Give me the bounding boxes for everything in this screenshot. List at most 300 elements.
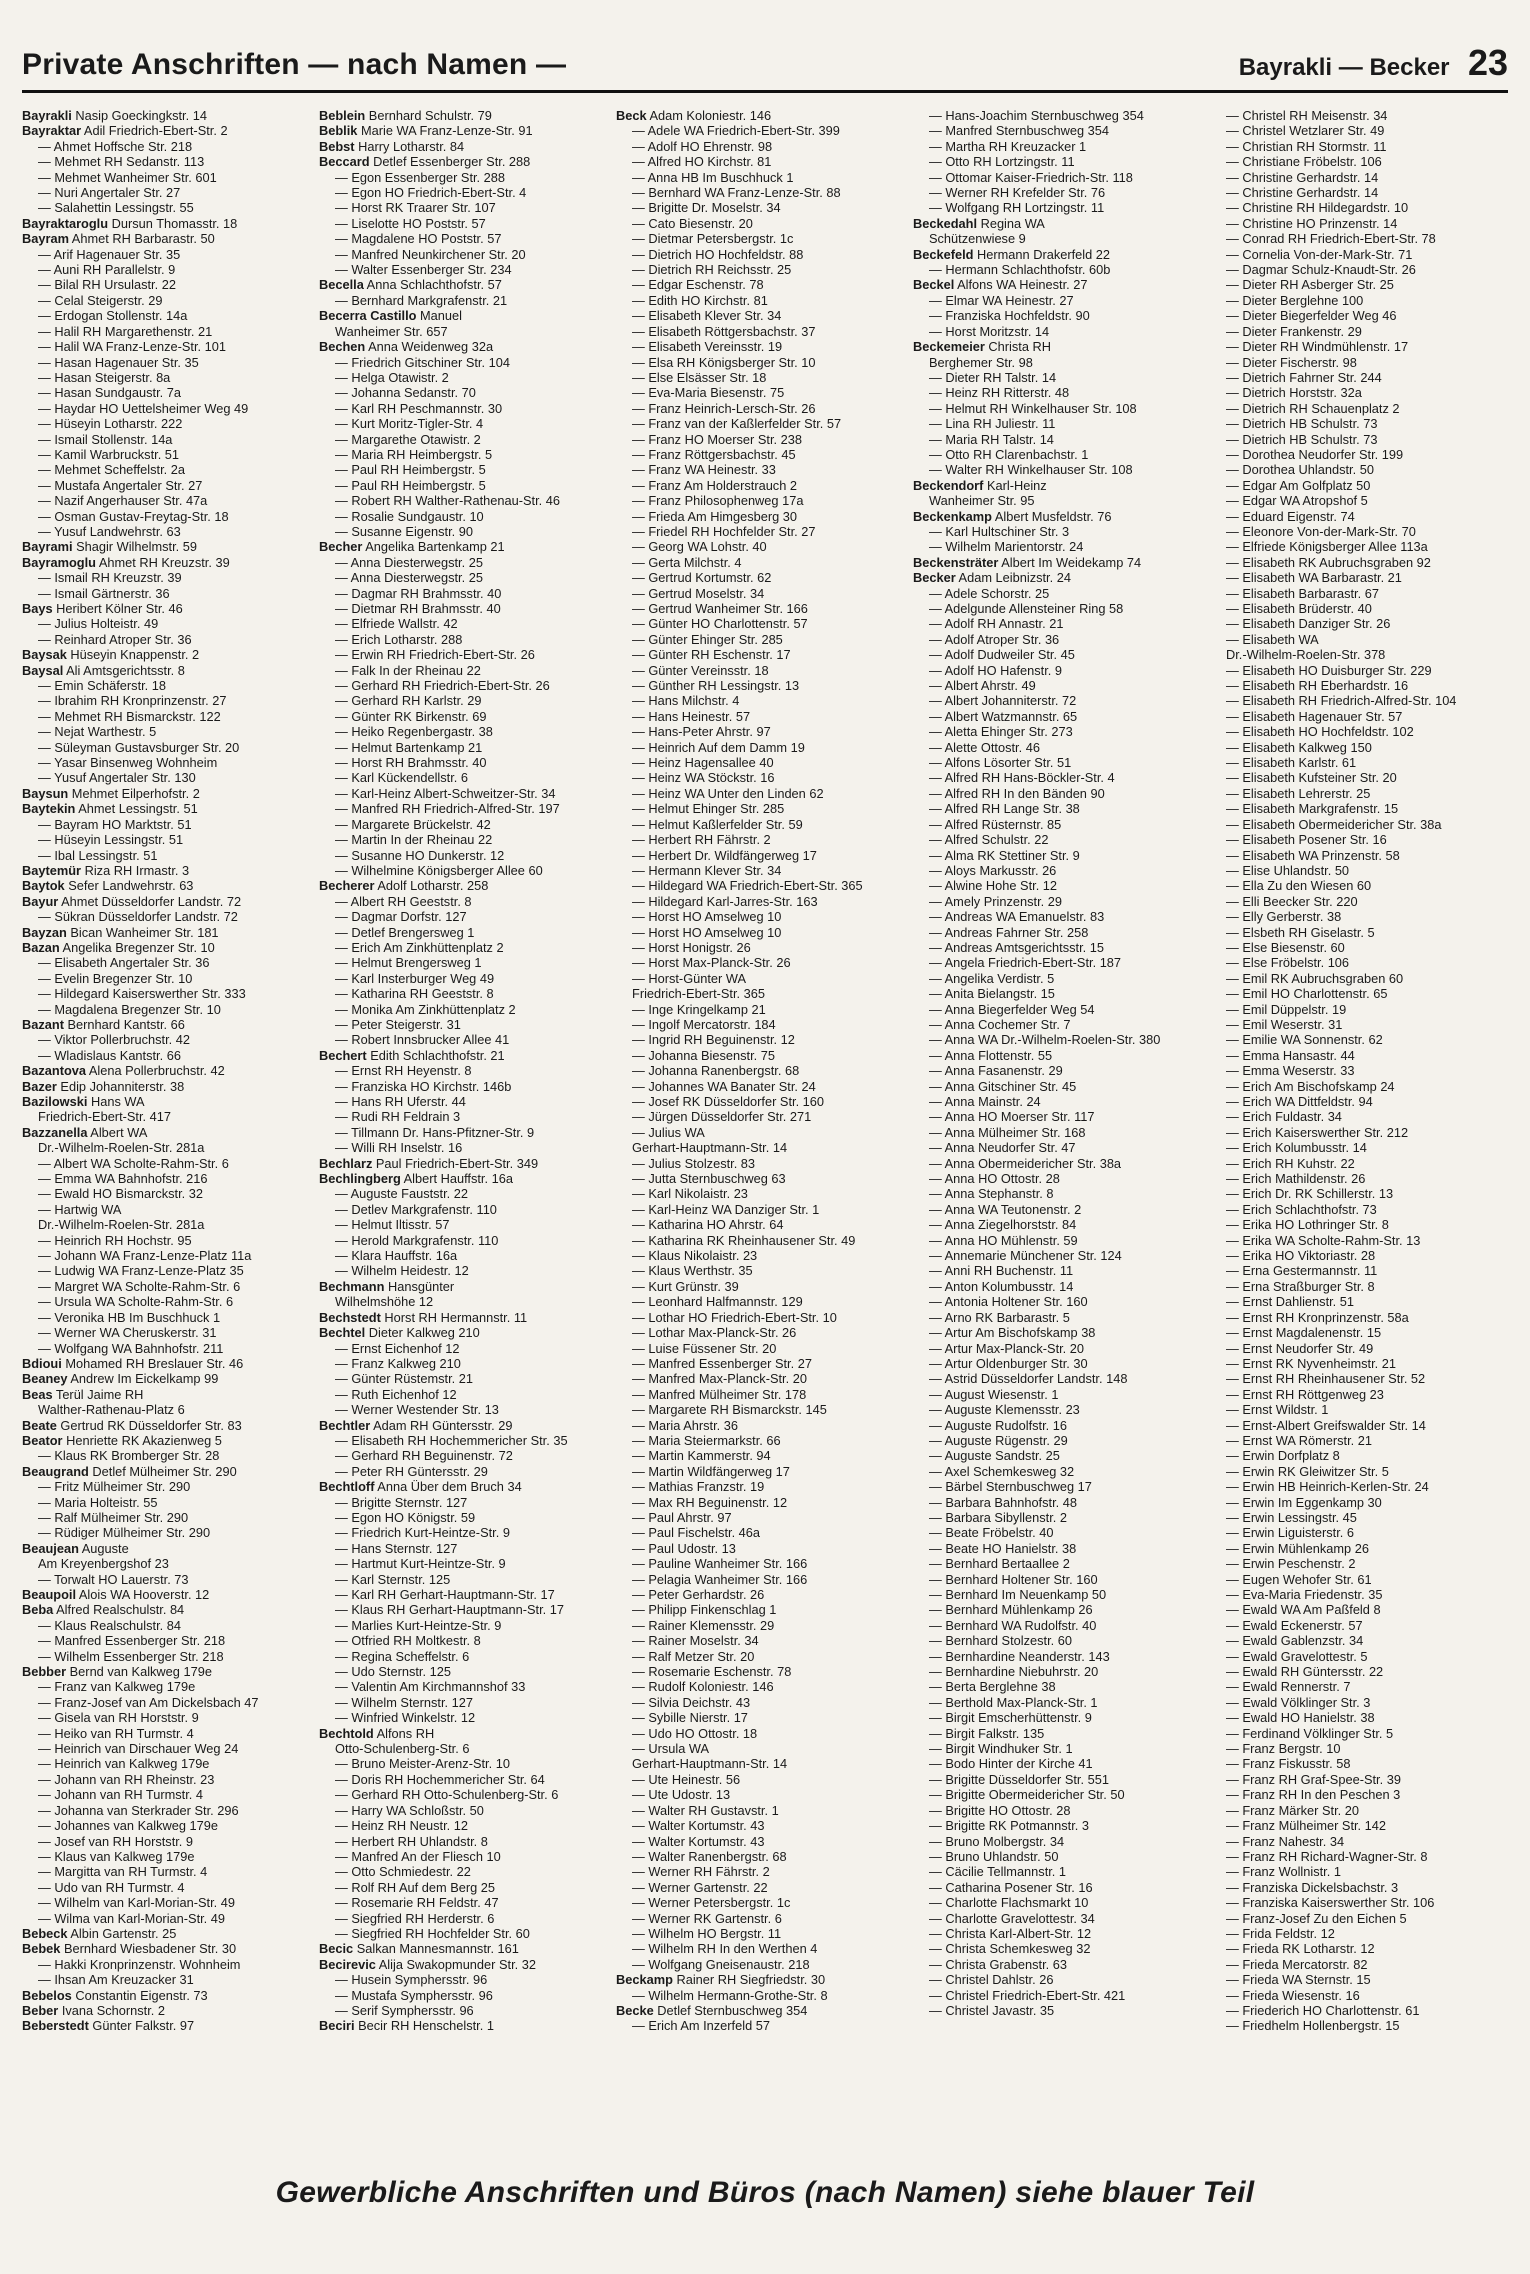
directory-entry: — Alfons Lösorter Str. 51	[929, 755, 1072, 771]
directory-entry: — Ruth Eichenhof 12	[335, 1386, 457, 1402]
directory-entry: — Erna Gestermannstr. 11	[1226, 1263, 1378, 1279]
directory-entry: — Else Biesenstr. 60	[1226, 939, 1345, 955]
directory-entry: — Bernhard WA Franz-Lenze-Str. 88	[632, 185, 841, 201]
directory-column-5	[1210, 108, 1507, 2143]
directory-entry: — Nejat Warthestr. 5	[38, 724, 157, 740]
surname: Bdioui	[22, 1355, 62, 1371]
directory-entry: — Lothar Max-Planck-Str. 26	[632, 1325, 797, 1341]
directory-entry: — Egon Essenberger Str. 288	[335, 169, 506, 185]
directory-entry: — Friedhelm Hollenbergstr. 15	[1226, 2018, 1400, 2034]
directory-entry: — Udo Sternstr. 125	[335, 1664, 451, 1680]
directory-entry: — Wolfgang Gneisenaustr. 218	[632, 1956, 810, 1972]
directory-entry: Beck Adam Koloniestr. 146	[616, 108, 772, 123]
directory-entry: — Gerhard RH Beguinenstr. 72	[335, 1448, 513, 1464]
directory-entry: — Elisabeth Kufsteiner Str. 20	[1226, 770, 1397, 786]
directory-entry: — Emma Hansastr. 44	[1226, 1047, 1355, 1063]
directory-entry: — Katharina HO Ahrstr. 64	[632, 1217, 784, 1233]
directory-entry: — Heinz RH Ritterstr. 48	[929, 385, 1070, 401]
directory-entry: — Brigitte RK Potmannstr. 3	[929, 1818, 1090, 1834]
directory-entry: — Franz Kalkweg 210	[335, 1355, 461, 1371]
directory-entry: — Franziska HO Kirchstr. 146b	[335, 1078, 512, 1094]
directory-entry: — Hans-Peter Ahrstr. 97	[632, 724, 771, 740]
directory-entry: Bechtler Adam RH Güntersstr. 29	[319, 1417, 513, 1433]
directory-entry: — Angelika Verdistr. 5	[929, 970, 1055, 986]
directory-entry: — Margarete RH Bismarckstr. 145	[632, 1402, 827, 1418]
surname: Bechtel	[319, 1325, 366, 1341]
directory-entry: — Auguste Sandstr. 25	[929, 1448, 1060, 1464]
directory-entry: — Frieda Mercatorstr. 82	[1226, 1956, 1368, 1972]
directory-entry: — Franz Mülheimer Str. 142	[1226, 1818, 1387, 1834]
directory-entry: — Maria RH Talstr. 14	[929, 431, 1054, 447]
directory-entry: — Walter Kortumstr. 43	[632, 1833, 765, 1849]
directory-entry: — Wilhelm Heidestr. 12	[335, 1263, 469, 1279]
directory-entry: Beaujean Auguste	[22, 1540, 129, 1556]
directory-entry: — Christel Friedrich-Ebert-Str. 421	[929, 1987, 1126, 2003]
directory-entry: Wanheimer Str. 95	[929, 493, 1035, 509]
directory-entry: — Hasan Hagenauer Str. 35	[38, 354, 199, 370]
directory-entry: — Kurt Moritz-Tigler-Str. 4	[335, 416, 484, 432]
directory-entry: — Ute Udostr. 13	[632, 1787, 731, 1803]
directory-entry: Bazan Angelika Bregenzer Str. 10	[22, 939, 215, 955]
directory-entry: — Anni RH Buchenstr. 11	[929, 1263, 1074, 1279]
directory-entry: — Johann van RH Rheinstr. 23	[38, 1771, 215, 1787]
directory-entry: — Elisabeth WA Barbarastr. 21	[1226, 570, 1402, 586]
directory-entry: — Franz-Josef Zu den Eichen 5	[1226, 1910, 1407, 1926]
directory-entry: — Luise Füssener Str. 20	[632, 1340, 777, 1356]
directory-entry: Becke Detlef Sternbuschweg 354	[616, 2002, 808, 2018]
directory-entry: — Karl RH Gerhart-Hauptmann-Str. 17	[335, 1587, 555, 1602]
directory-entry: — Wilhelmine Königsberger Allee 60	[335, 862, 543, 878]
directory-entry: — Hüseyin Lotharstr. 222	[38, 416, 183, 432]
directory-entry: — Else Elsässer Str. 18	[632, 369, 767, 385]
directory-entry: Beator Henriette RK Akazienweg 5	[22, 1432, 222, 1448]
directory-entry: — Yasar Binsenweg Wohnheim	[38, 755, 218, 771]
directory-entry: — Frieda Wiesenstr. 16	[1226, 1987, 1360, 2003]
directory-entry: — Astrid Düsseldorfer Landstr. 148	[929, 1371, 1128, 1387]
directory-entry: Friedrich-Ebert-Str. 365	[632, 986, 765, 1002]
directory-entry: — Hartmut Kurt-Heintze-Str. 9	[335, 1556, 506, 1572]
directory-entry: — Frieda WA Sternstr. 15	[1226, 1972, 1371, 1988]
directory-entry: — Ihsan Am Kreuzacker 31	[38, 1972, 194, 1988]
directory-entry: — Anna Fasanenstr. 29	[929, 1063, 1063, 1079]
directory-entry: — Dietrich HB Schulstr. 73	[1226, 431, 1378, 447]
directory-entry: Baytok Sefer Landwehrstr. 63	[22, 878, 194, 894]
directory-entry: — Anna WA Dr.-Wilhelm-Roelen-Str. 380	[929, 1032, 1161, 1048]
directory-entry: — Dagmar Dorfstr. 127	[335, 909, 467, 925]
directory-entry: — Elisabeth HO Hochfeldstr. 102	[1226, 724, 1414, 740]
directory-entry: — Hans Sternstr. 127	[335, 1540, 458, 1556]
directory-entry: — Ibrahim RH Kronprinzenstr. 27	[38, 693, 227, 709]
directory-entry: — Günter Vereinsstr. 18	[632, 662, 769, 678]
directory-entry: — Johanna van Sterkrader Str. 296	[38, 1802, 239, 1818]
directory-entry: — Horst HO Amselweg 10	[632, 924, 782, 940]
directory-entry: Becerra Castillo Manuel	[319, 308, 462, 324]
directory-entry: — Conrad RH Friedrich-Ebert-Str. 78	[1226, 231, 1436, 247]
directory-entry: — Horst Honigstr. 26	[632, 939, 751, 955]
surname: Becirevic	[319, 1956, 376, 1972]
directory-entry: — Elisabeth Brüderstr. 40	[1226, 601, 1372, 616]
directory-entry: — Peter RH Güntersstr. 29	[335, 1463, 488, 1479]
directory-entry: Bechert Edith Schlachthofstr. 21	[319, 1047, 505, 1063]
directory-entry: — Friederich HO Charlottenstr. 61	[1226, 2002, 1420, 2018]
directory-entry: — Hildegard WA Friedrich-Ebert-Str. 365	[632, 878, 863, 894]
surname: Beckenkamp	[913, 508, 992, 524]
surname: Bechtloff	[319, 1479, 375, 1495]
directory-entry: — Rainer Moselstr. 34	[632, 1633, 759, 1649]
directory-entry: — Adolf HO Hafenstr. 9	[929, 662, 1063, 678]
directory-entry: — Rudolf Koloniestr. 146	[632, 1679, 774, 1695]
directory-entry: — Franz WA Heinestr. 33	[632, 462, 776, 478]
directory-entry: Schützenwiese 9	[929, 231, 1026, 247]
directory-entry: — Bernhard Mühlenkamp 26	[929, 1602, 1093, 1618]
directory-entry: — Rosalie Sundgaustr. 10	[335, 508, 484, 524]
directory-entry: — Ella Zu den Wiesen 60	[1226, 878, 1372, 894]
directory-entry: — Annemarie Münchener Str. 124	[929, 1248, 1122, 1264]
directory-entry: — Katharina RK Rheinhausener Str. 49	[632, 1232, 856, 1248]
surname: Beate	[22, 1417, 57, 1433]
directory-entry: — Julius Stolzestr. 83	[632, 1155, 756, 1171]
directory-entry: — Hermann Schlachthofstr. 60b	[929, 262, 1111, 278]
directory-entry: — Emil RK Aubruchsgraben 60	[1226, 970, 1404, 986]
directory-entry: — Erich WA Dittfeldstr. 94	[1226, 1094, 1373, 1109]
directory-entry: — Walter Ranenbergstr. 68	[632, 1848, 787, 1864]
directory-entry: — Karl Hultschiner Str. 3	[929, 523, 1070, 539]
directory-entry: — Helga Otawistr. 2	[335, 369, 449, 385]
directory-entry: — Adelgunde Allensteiner Ring 58	[929, 601, 1124, 616]
directory-entry: Wilhelmshöhe 12	[335, 1294, 434, 1310]
directory-entry: — Helmut Ehinger Str. 285	[632, 801, 785, 817]
listing-columns	[22, 108, 1508, 2143]
directory-entry: — Anna Flottenstr. 55	[929, 1047, 1053, 1063]
directory-entry: — Charlotte Flachsmarkt 10	[929, 1895, 1089, 1911]
directory-entry: — Ewald HO Hanielstr. 38	[1226, 1710, 1375, 1726]
directory-entry: — Silvia Deichstr. 43	[632, 1694, 751, 1710]
directory-entry: Beckefeld Hermann Drakerfeld 22	[913, 246, 1111, 262]
surname: Bechtold	[319, 1725, 374, 1741]
directory-entry: — Anna HO Mühlenstr. 59	[929, 1232, 1078, 1248]
directory-entry: — Herold Markgrafenstr. 110	[335, 1232, 499, 1248]
directory-entry: — Erich Schlachthofstr. 73	[1226, 1201, 1377, 1217]
directory-entry: — Gerhard RH Friedrich-Ebert-Str. 26	[335, 678, 550, 694]
directory-entry: — Egon HO Friedrich-Ebert-Str. 4	[335, 185, 527, 201]
surname: Baysak	[22, 647, 67, 663]
directory-entry: — Horst Moritzstr. 14	[929, 323, 1050, 339]
surname: Bechmann	[319, 1278, 385, 1294]
directory-entry: — Brigitte Düsseldorfer Str. 551	[929, 1771, 1109, 1787]
directory-entry: — Husein Symphersstr. 96	[335, 1972, 488, 1988]
surname: Beator	[22, 1432, 63, 1448]
directory-entry: — Heiko Regenbergastr. 38	[335, 724, 493, 740]
directory-entry: — Gertrud Wanheimer Str. 166	[632, 601, 808, 616]
directory-entry: — Ewald HO Bismarckstr. 32	[38, 1186, 203, 1202]
directory-entry: — Günter HO Charlottenstr. 57	[632, 616, 808, 632]
directory-entry: Bebst Harry Lotharstr. 84	[319, 138, 465, 154]
directory-entry: — Maria RH Heimbergstr. 5	[335, 446, 493, 462]
directory-entry: — Elisabeth HO Duisburger Str. 229	[1226, 662, 1432, 678]
directory-entry: — Bernhard Bertaallee 2	[929, 1556, 1070, 1572]
directory-entry: — Erich Am Inzerfeld 57	[632, 2018, 770, 2034]
directory-entry: — Erich Mathildenstr. 26	[1226, 1171, 1366, 1187]
directory-entry: Bayrakli Nasip Goeckingkstr. 14	[22, 108, 207, 123]
directory-entry: — Gerhard RH Karlstr. 29	[335, 693, 482, 709]
directory-entry: — Bruno Molbergstr. 34	[929, 1833, 1065, 1849]
directory-entry: — Werner Petersbergstr. 1c	[632, 1895, 791, 1911]
directory-entry: — Nazif Angerhauser Str. 47a	[38, 493, 208, 509]
directory-entry: — Birgit Emscherhüttenstr. 9	[929, 1710, 1092, 1726]
directory-entry: Beber Ivana Schornstr. 2	[22, 2002, 165, 2018]
directory-entry: — Wilhelm Sternstr. 127	[335, 1694, 473, 1710]
directory-entry: Bechtold Alfons RH	[319, 1725, 435, 1741]
directory-entry: — Sükran Düsseldorfer Landstr. 72	[38, 909, 238, 925]
directory-entry: — Halil RH Margarethenstr. 21	[38, 323, 213, 339]
directory-entry: — Bodo Hinter der Kirche 41	[929, 1756, 1093, 1772]
directory-entry: — Franz Heinrich-Lersch-Str. 26	[632, 400, 816, 416]
directory-entry: — Cornelia Von-der-Mark-Str. 71	[1226, 246, 1413, 262]
directory-entry: — Franziska Kaiserswerther Str. 106	[1226, 1895, 1435, 1911]
directory-entry: — Anna Biegerfelder Weg 54	[929, 1001, 1095, 1017]
surname: Bechlingberg	[319, 1171, 401, 1187]
directory-entry: — Werner Gartenstr. 22	[632, 1879, 768, 1895]
directory-entry: — Horst RH Brahmsstr. 40	[335, 755, 487, 771]
directory-entry: — Franziska Hochfeldstr. 90	[929, 308, 1090, 324]
directory-entry: — Anna Gitschiner Str. 45	[929, 1078, 1077, 1094]
name-range: Bayrakli — Becker	[1238, 54, 1450, 81]
surname: Becella	[319, 277, 364, 293]
directory-entry: — Hildegard Kaiserswerther Str. 333	[38, 986, 246, 1002]
directory-column-3	[616, 108, 913, 2143]
directory-entry: — Edgar Am Golfplatz 50	[1226, 477, 1371, 493]
surname: Bebek	[22, 1941, 61, 1957]
directory-entry: — Elisabeth Danziger Str. 26	[1226, 616, 1391, 632]
directory-entry: — Siegfried RH Herderstr. 6	[335, 1910, 495, 1926]
directory-entry: — Anna HB Im Buschhuck 1	[632, 169, 794, 185]
directory-entry: Beckensträter Albert Im Weidekamp 74	[913, 554, 1142, 570]
directory-entry: — Wilhelm Essenberger Str. 218	[38, 1648, 224, 1664]
directory-entry: Beckendorf Karl-Heinz	[913, 477, 1047, 493]
directory-entry: — Dieter Frankenstr. 29	[1226, 323, 1362, 339]
directory-entry: — Klaus Nikolaistr. 23	[632, 1248, 758, 1264]
directory-entry: — Johanna Biesenstr. 75	[632, 1047, 775, 1063]
directory-entry: — Franziska Dickelsbachstr. 3	[1226, 1879, 1399, 1895]
directory-entry: — Beate Fröbelstr. 40	[929, 1525, 1054, 1541]
directory-entry: — Anna Stephanstr. 8	[929, 1186, 1054, 1202]
directory-entry: — Adolf RH Annastr. 21	[929, 616, 1064, 632]
directory-entry: — Andreas Amtsgerichtsstr. 15	[929, 939, 1104, 955]
directory-entry: — Dieter RH Windmühlenstr. 17	[1226, 339, 1409, 355]
directory-entry: — Elfriede Wallstr. 42	[335, 616, 458, 632]
directory-entry: — Franz Am Holderstrauch 2	[632, 477, 797, 493]
directory-entry: — Erwin Im Eggenkamp 30	[1226, 1494, 1382, 1510]
directory-entry: — Anna Diesterwegstr. 25	[335, 570, 483, 586]
directory-entry: — Ernst Eichenhof 12	[335, 1340, 460, 1356]
directory-entry: Baysak Hüseyin Knappenstr. 2	[22, 647, 200, 663]
directory-entry: — Ursula WA	[632, 1741, 710, 1757]
directory-entry: Beckamp Rainer RH Siegfriedstr. 30	[616, 1972, 826, 1988]
directory-entry: — Elisabeth Karlstr. 61	[1226, 755, 1357, 771]
surname: Beaney	[22, 1371, 68, 1387]
directory-entry: — Angela Friedrich-Ebert-Str. 187	[929, 955, 1122, 971]
directory-entry: — Erich Kaiserswerther Str. 212	[1226, 1124, 1409, 1140]
directory-entry: — Mehmet RH Bismarckstr. 122	[38, 708, 221, 724]
directory-entry: — Emil HO Charlottenstr. 65	[1226, 986, 1388, 1002]
directory-entry: — Werner RH Fährstr. 2	[632, 1864, 770, 1880]
page-range-block	[1239, 42, 1508, 84]
directory-entry: Bechtloff Anna Über dem Bruch 34	[319, 1479, 522, 1495]
directory-entry: — Helmut Brengersweg 1	[335, 955, 482, 971]
directory-entry: — Ewald Völklinger Str. 3	[1226, 1694, 1371, 1710]
directory-entry: — Franz van der Kaßlerfelder Str. 57	[632, 416, 842, 432]
directory-entry: — Gerta Milchstr. 4	[632, 554, 742, 570]
directory-entry: — Ute Heinestr. 56	[632, 1771, 741, 1787]
surname: Bebst	[319, 138, 355, 154]
directory-entry: — Hasan Sundgaustr. 7a	[38, 385, 181, 401]
directory-entry: Dr.-Wilhelm-Roelen-Str. 378	[1226, 647, 1386, 663]
directory-entry: — Wilhelm Hermann-Grothe-Str. 8	[632, 1987, 828, 2003]
directory-entry: — Udo van RH Turmstr. 4	[38, 1879, 185, 1895]
directory-entry: — Franz-Josef van Am Dickelsbach 47	[38, 1694, 259, 1710]
directory-entry: — Wilma van Karl-Morian-Str. 49	[38, 1910, 226, 1926]
directory-entry: — Harry WA Schloßstr. 50	[335, 1802, 484, 1818]
directory-entry: — Elisabeth WA Prinzenstr. 58	[1226, 847, 1400, 863]
directory-entry: Friedrich-Ebert-Str. 417	[38, 1109, 171, 1125]
directory-entry: — Bernhard WA Rudolfstr. 40	[929, 1617, 1097, 1633]
directory-entry: — Dieter RH Asberger Str. 25	[1226, 277, 1394, 293]
directory-entry: — Erwin Mühlenkamp 26	[1226, 1540, 1369, 1556]
directory-entry: — Auguste Klemensstr. 23	[929, 1402, 1080, 1418]
directory-entry: — Lina RH Juliestr. 11	[929, 416, 1056, 432]
directory-entry: — Emin Schäferstr. 18	[38, 678, 167, 694]
directory-entry: — Christa Grabenstr. 63	[929, 1956, 1067, 1972]
directory-entry: — Alwine Hohe Str. 12	[929, 878, 1058, 894]
directory-entry: — Karl Sternstr. 125	[335, 1571, 451, 1587]
surname: Baytekin	[22, 801, 76, 817]
directory-entry: — Margarete Brückelstr. 42	[335, 816, 491, 832]
directory-entry: — Peter Steigerstr. 31	[335, 1016, 461, 1032]
directory-entry: — Aloys Markusstr. 26	[929, 862, 1057, 878]
directory-entry: — Jutta Sternbuschweg 63	[632, 1171, 786, 1187]
directory-entry: — Dietrich HO Hochfeldstr. 88	[632, 246, 804, 262]
surname: Beaupoil	[22, 1587, 77, 1602]
surname: Bays	[22, 601, 53, 616]
directory-entry: — Manfred Mülheimer Str. 178	[632, 1386, 807, 1402]
directory-entry: — Johannes WA Banater Str. 24	[632, 1078, 816, 1094]
directory-entry: — Gerhard RH Otto-Schulenberg-Str. 6	[335, 1787, 559, 1803]
surname: Beckemeier	[913, 339, 985, 355]
directory-entry: — Heinrich van Dirschauer Weg 24	[38, 1741, 239, 1757]
directory-entry: Dr.-Wilhelm-Roelen-Str. 281a	[38, 1140, 205, 1156]
surname: Beas	[22, 1386, 53, 1402]
directory-entry: Baysal Ali Amtsgerichtsstr. 8	[22, 662, 185, 678]
directory-entry: Beckemeier Christa RH	[913, 339, 1051, 355]
directory-entry: — Dorothea Uhlandstr. 50	[1226, 462, 1374, 478]
directory-entry: — Regina Scheffelstr. 6	[335, 1648, 470, 1664]
directory-entry: — Elisabeth Angertaler Str. 36	[38, 955, 210, 971]
directory-entry: — Franz Nahestr. 34	[1226, 1833, 1345, 1849]
directory-entry: — Wolfgang WA Bahnhofstr. 211	[38, 1340, 224, 1356]
directory-entry: — Mustafa Angertaler Str. 27	[38, 477, 203, 493]
directory-entry: — Horst RK Traarer Str. 107	[335, 200, 496, 216]
directory-entry: Bayram Ahmet RH Barbarastr. 50	[22, 231, 215, 247]
directory-entry: — Wilhelm RH In den Werthen 4	[632, 1941, 818, 1957]
directory-entry: — Auguste Rudolfstr. 16	[929, 1417, 1068, 1433]
directory-entry: — Dorothea Neudorfer Str. 199	[1226, 446, 1404, 462]
directory-entry: — Alfred RH Lange Str. 38	[929, 801, 1080, 817]
directory-entry: — Elli Beecker Str. 220	[1226, 893, 1358, 909]
directory-entry: — Heinz RH Neustr. 12	[335, 1818, 468, 1834]
directory-entry: — Günter RK Birkenstr. 69	[335, 708, 487, 724]
directory-entry: — Elisabeth Kalkweg 150	[1226, 739, 1372, 755]
directory-entry: — Albert WA Scholte-Rahm-Str. 6	[38, 1155, 229, 1171]
surname: Bechert	[319, 1047, 367, 1063]
directory-entry: — Mathias Franzstr. 19	[632, 1479, 765, 1495]
directory-entry: — Klara Hauffstr. 16a	[335, 1248, 458, 1264]
directory-entry: — Franz Wollnistr. 1	[1226, 1864, 1341, 1880]
directory-entry: Baytekin Ahmet Lessingstr. 51	[22, 801, 198, 817]
directory-entry: — Eva-Maria Biesenstr. 75	[632, 385, 785, 401]
directory-entry: — Erdogan Stollenstr. 14a	[38, 308, 188, 324]
directory-entry: — Heiko van RH Turmstr. 4	[38, 1725, 194, 1741]
directory-entry: — Detlef Brengersweg 1	[335, 924, 475, 940]
directory-entry: — Erich Fuldastr. 34	[1226, 1109, 1342, 1125]
directory-entry: — Elisabeth RK Aubruchsgraben 92	[1226, 554, 1431, 570]
directory-entry: — Dieter RH Talstr. 14	[929, 369, 1057, 385]
directory-entry: — Cäcilie Tellmannstr. 1	[929, 1864, 1067, 1880]
directory-entry: — Eduard Eigenstr. 74	[1226, 508, 1355, 524]
directory-entry: — Max RH Beguinenstr. 12	[632, 1494, 788, 1510]
directory-entry: Walther-Rathenau-Platz 6	[38, 1402, 185, 1418]
directory-entry: — Dietmar Petersbergstr. 1c	[632, 231, 794, 247]
directory-entry: — Birgit Windhuker Str. 1	[929, 1741, 1073, 1757]
directory-entry: — Wilhelm HO Bergstr. 11	[632, 1925, 782, 1941]
directory-entry: Bdioui Mohamed RH Breslauer Str. 46	[22, 1355, 244, 1371]
surname: Beckel	[913, 277, 955, 293]
directory-entry: Bechlarz Paul Friedrich-Ebert-Str. 349	[319, 1155, 539, 1171]
directory-entry: — Ernst-Albert Greifswalder Str. 14	[1226, 1417, 1426, 1433]
directory-entry: — Adele WA Friedrich-Ebert-Str. 399	[632, 123, 840, 139]
directory-entry: — Johannes van Kalkweg 179e	[38, 1818, 218, 1834]
directory-entry: — Christel Wetzlarer Str. 49	[1226, 123, 1385, 139]
directory-entry: — Paul Fischelstr. 46a	[632, 1525, 761, 1541]
directory-entry: — Franz Fiskusstr. 58	[1226, 1756, 1351, 1772]
directory-entry: — Bruno Meister-Arenz-Str. 10	[335, 1756, 510, 1772]
directory-entry: — Rainer Klemensstr. 29	[632, 1617, 775, 1633]
directory-entry: — Dietrich RH Reichsstr. 25	[632, 262, 792, 278]
directory-entry: — Anton Kolumbusstr. 14	[929, 1278, 1074, 1294]
directory-entry: — Walter Kortumstr. 43	[632, 1818, 765, 1834]
directory-entry: — Friedrich Kurt-Heintze-Str. 9	[335, 1525, 510, 1541]
directory-entry: — Heinz WA Stöckstr. 16	[632, 770, 775, 786]
directory-entry: — Christel Javastr. 35	[929, 2002, 1055, 2018]
directory-entry: — Elisabeth Klever Str. 34	[632, 308, 782, 324]
directory-entry: — Elisabeth RH Friedrich-Alfred-Str. 104	[1226, 693, 1457, 709]
directory-entry: — Erwin Peschenstr. 2	[1226, 1556, 1356, 1572]
directory-entry: — Siegfried RH Hochfelder Str. 60	[335, 1925, 530, 1941]
surname: Bebelos	[22, 1987, 72, 2003]
surname: Beck	[616, 108, 647, 123]
surname: Baysun	[22, 785, 69, 801]
directory-entry: — Susanne Eigenstr. 90	[335, 523, 474, 539]
directory-column-4	[913, 108, 1210, 2143]
surname: Beber	[22, 2002, 59, 2018]
directory-entry: — Walter RH Winkelhauser Str. 108	[929, 462, 1133, 478]
directory-entry: — Brigitte Sternstr. 127	[335, 1494, 468, 1510]
directory-entry: — Franz Märker Str. 20	[1226, 1802, 1359, 1818]
directory-entry: — Franz RH Graf-Spee-Str. 39	[1226, 1771, 1401, 1787]
directory-entry: — Robert RH Walther-Rathenau-Str. 46	[335, 493, 560, 509]
surname: Beaujean	[22, 1540, 79, 1556]
directory-entry: — Ernst Neudorfer Str. 49	[1226, 1340, 1374, 1356]
directory-entry: Beberstedt Günter Falkstr. 97	[22, 2018, 195, 2034]
